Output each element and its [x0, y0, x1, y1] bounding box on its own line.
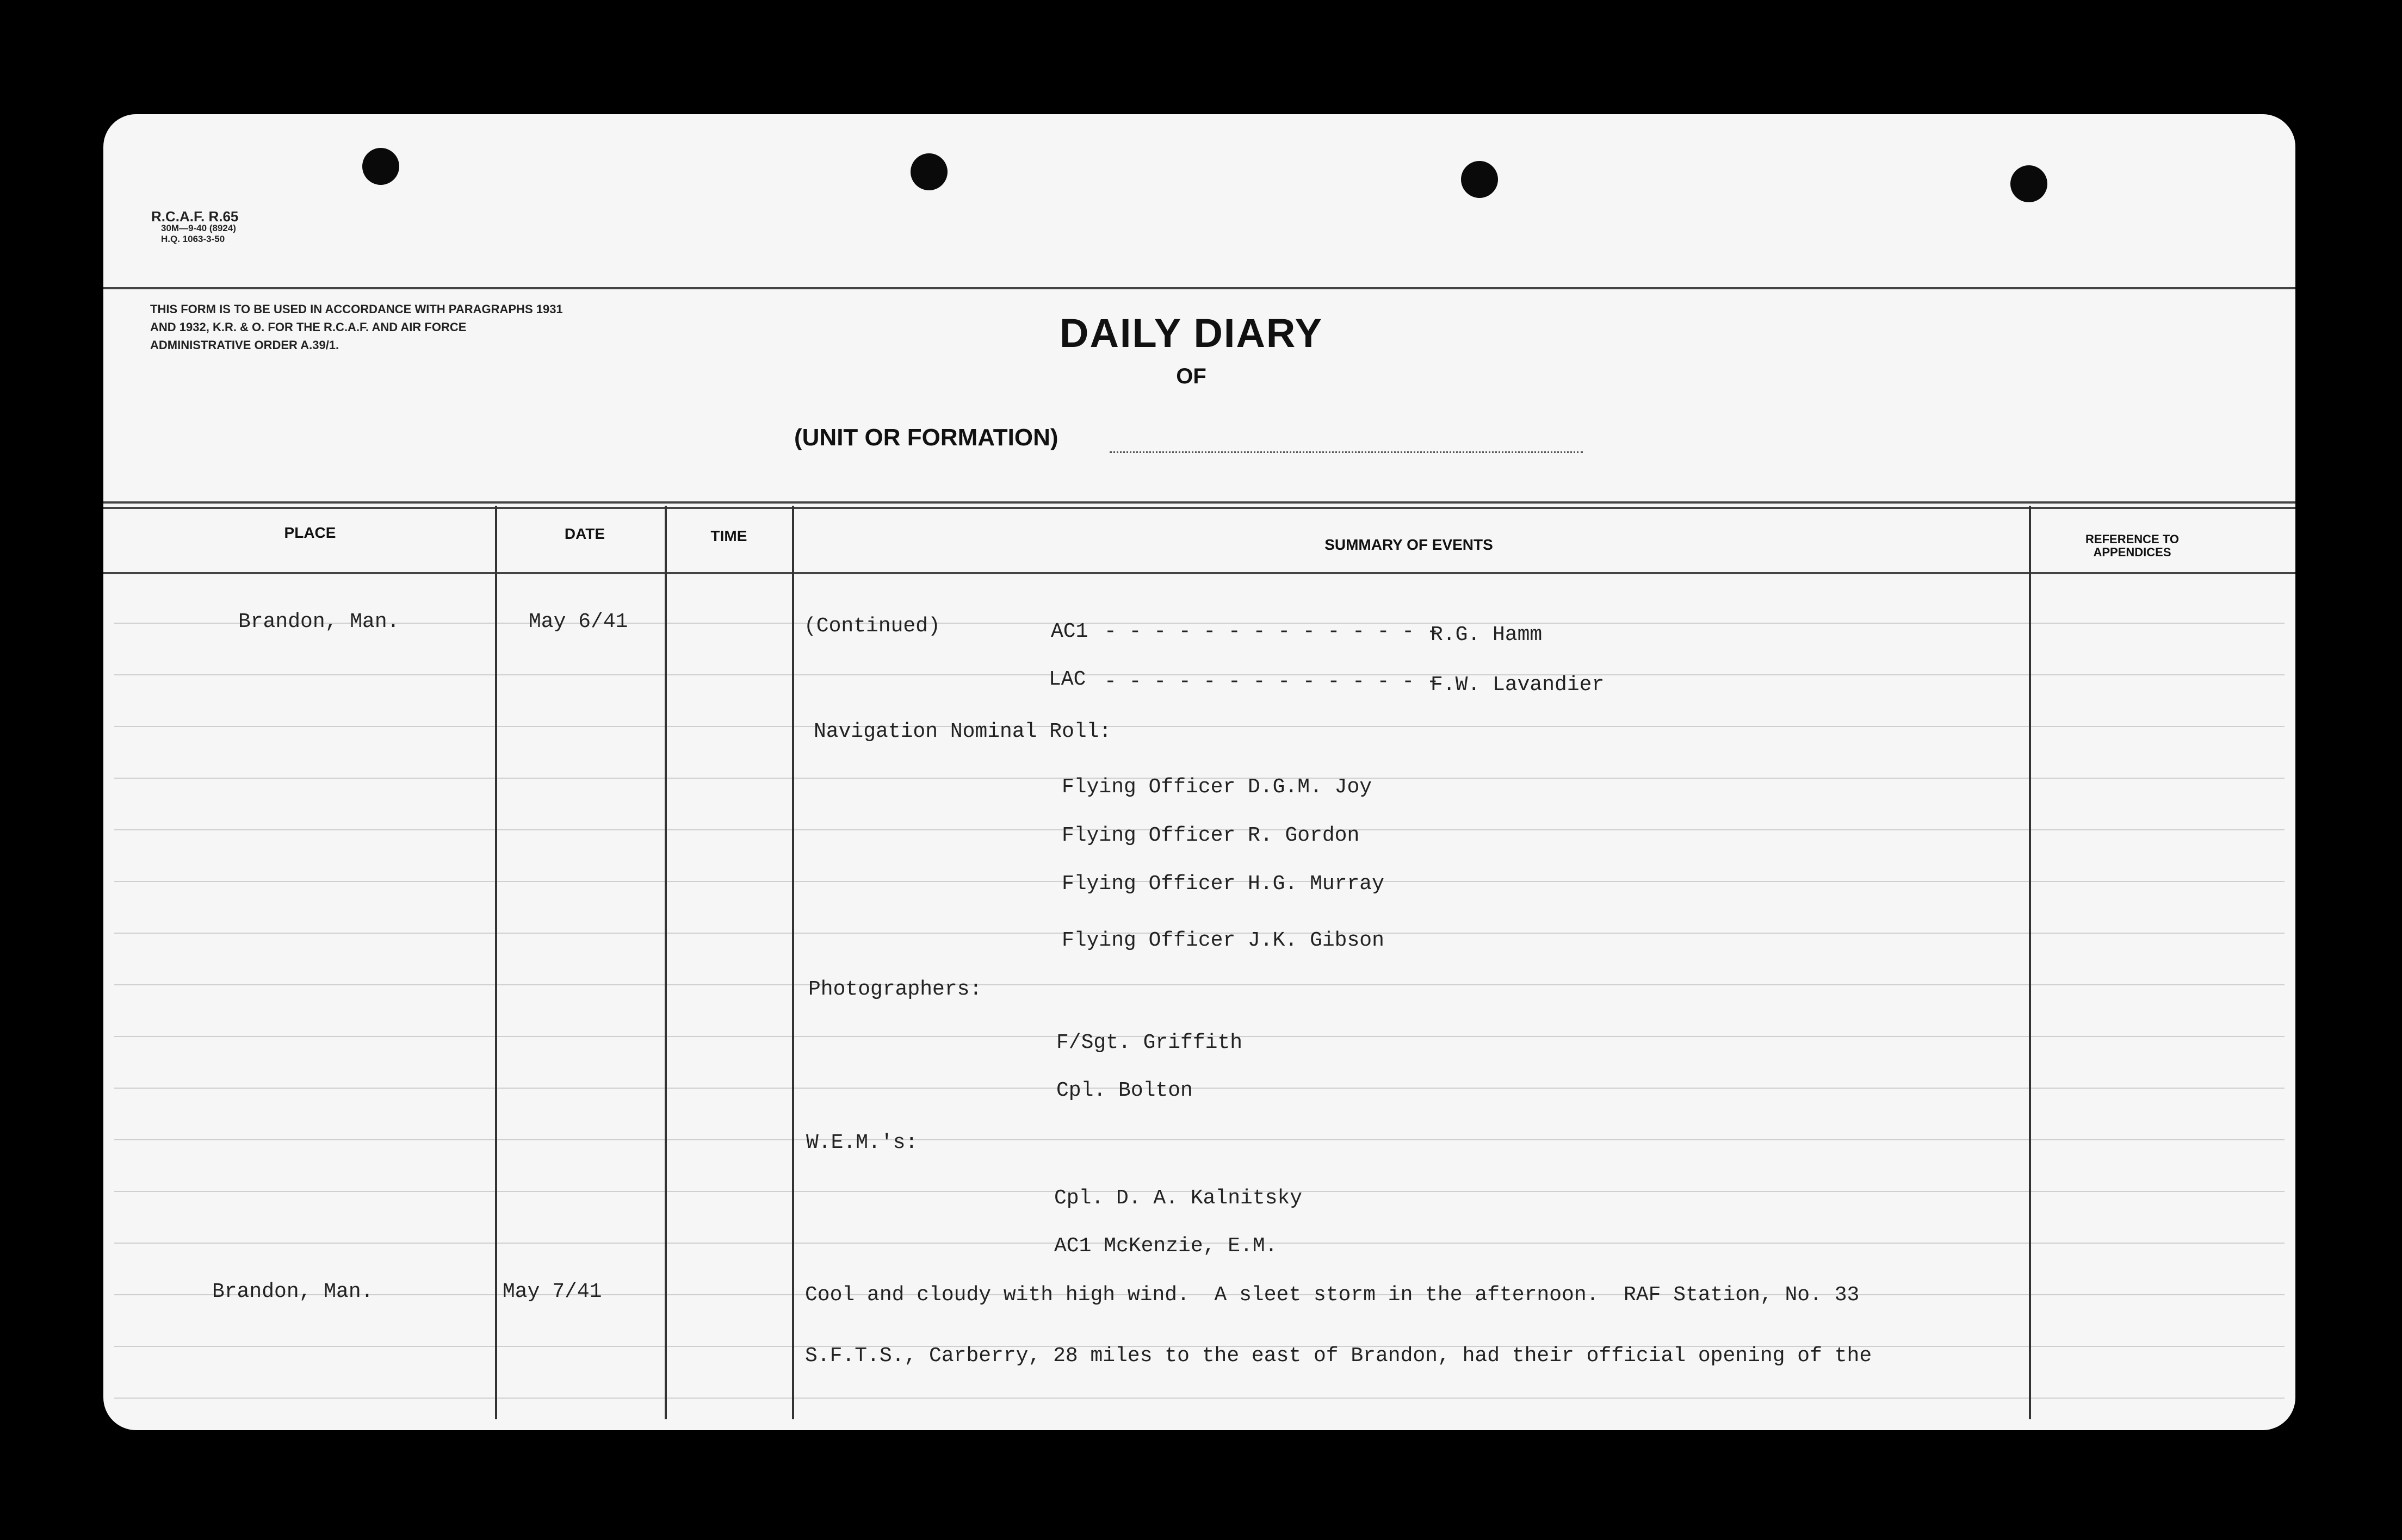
column-divider-summary-reference [2029, 506, 2031, 1419]
column-header-summary: SUMMARY OF EVENTS [1324, 536, 1493, 553]
wem-member: AC1 McKenzie, E.M. [1054, 1234, 1278, 1258]
header-top-rule [103, 287, 2295, 289]
roll-name: R.G. Hamm [1431, 623, 1543, 647]
ruled-line [114, 1088, 2285, 1089]
navigation-member: Flying Officer D.G.M. Joy [1062, 775, 1372, 799]
punch-hole [362, 148, 399, 185]
punch-hole [2010, 165, 2047, 202]
wem-member: Cpl. D. A. Kalnitsky [1054, 1187, 1303, 1210]
entry-date: May 6/41 [529, 610, 628, 634]
navigation-member: Flying Officer J.K. Gibson [1062, 929, 1384, 952]
navigation-member: Flying Officer R. Gordon [1062, 824, 1360, 847]
continued-label: (Continued) [804, 614, 940, 638]
entry-place: Brandon, Man. [238, 610, 400, 634]
column-header-time: TIME [710, 527, 747, 544]
entry-date: May 7/41 [503, 1280, 602, 1303]
column-divider-time-summary [792, 506, 794, 1419]
form-title: DAILY DIARY [1060, 311, 1323, 356]
navigation-heading: Navigation Nominal Roll: [814, 720, 1112, 743]
punch-hole [1461, 161, 1498, 198]
wem-heading: W.E.M.'s: [806, 1131, 918, 1154]
column-header-date: DATE [564, 525, 605, 542]
form-title-of: OF [1176, 364, 1206, 388]
form-hq-line: H.Q. 1063-3-50 [161, 234, 225, 244]
roll-dash-leader: - - - - - - - - - - - - - - [1104, 620, 1439, 643]
column-header-reference: REFERENCE TO APPENDICES [2085, 532, 2179, 559]
form-number: R.C.A.F. R.65 [151, 208, 239, 225]
column-header-place: PLACE [284, 524, 336, 541]
form-instructions: THIS FORM IS TO BE USED IN ACCORDANCE WITH PARAGRAPHS 1931 AND 1932, K.R. & O. FOR THE R.C.A.F. AND AIR FORCE ADMINISTRATIVE ORDER A.39/1. [150, 302, 563, 352]
ruled-line [114, 726, 2285, 727]
roll-rank: LAC [1049, 668, 1086, 691]
unit-or-formation-label: (UNIT OR FORMATION) [794, 424, 1058, 451]
column-header-rule [103, 572, 2295, 574]
form-print-line: 30M—9-40 (8924) [161, 223, 236, 233]
photographer-member: F/Sgt. Griffith [1056, 1031, 1243, 1054]
ruled-line [114, 1139, 2285, 1140]
summary-line: S.F.T.S., Carberry, 28 miles to the east of Brandon, had their official opening of the [805, 1344, 1872, 1368]
diary-form-card [103, 114, 2295, 1430]
table-top-rule [103, 501, 2295, 504]
column-divider-date-time [665, 506, 667, 1419]
photographers-heading: Photographers: [808, 978, 982, 1001]
navigation-member: Flying Officer H.G. Murray [1062, 872, 1384, 896]
form-identifier [151, 210, 238, 245]
table-top-rule-2 [103, 507, 2295, 509]
unit-or-formation-line [1110, 451, 1583, 453]
ruled-line [114, 1398, 2285, 1399]
punch-hole [911, 153, 948, 190]
ruled-line [114, 984, 2285, 985]
roll-dash-leader: - - - - - - - - - - - - - - [1104, 670, 1439, 693]
roll-rank: AC1 [1051, 620, 1088, 643]
column-divider-place-date [495, 506, 497, 1419]
entry-place: Brandon, Man. [212, 1280, 374, 1303]
roll-name: F.W. Lavandier [1431, 673, 1605, 697]
summary-line: Cool and cloudy with high wind. A sleet storm in the afternoon. RAF Station, No. 33 [805, 1283, 1860, 1307]
photographer-member: Cpl. Bolton [1056, 1079, 1193, 1102]
